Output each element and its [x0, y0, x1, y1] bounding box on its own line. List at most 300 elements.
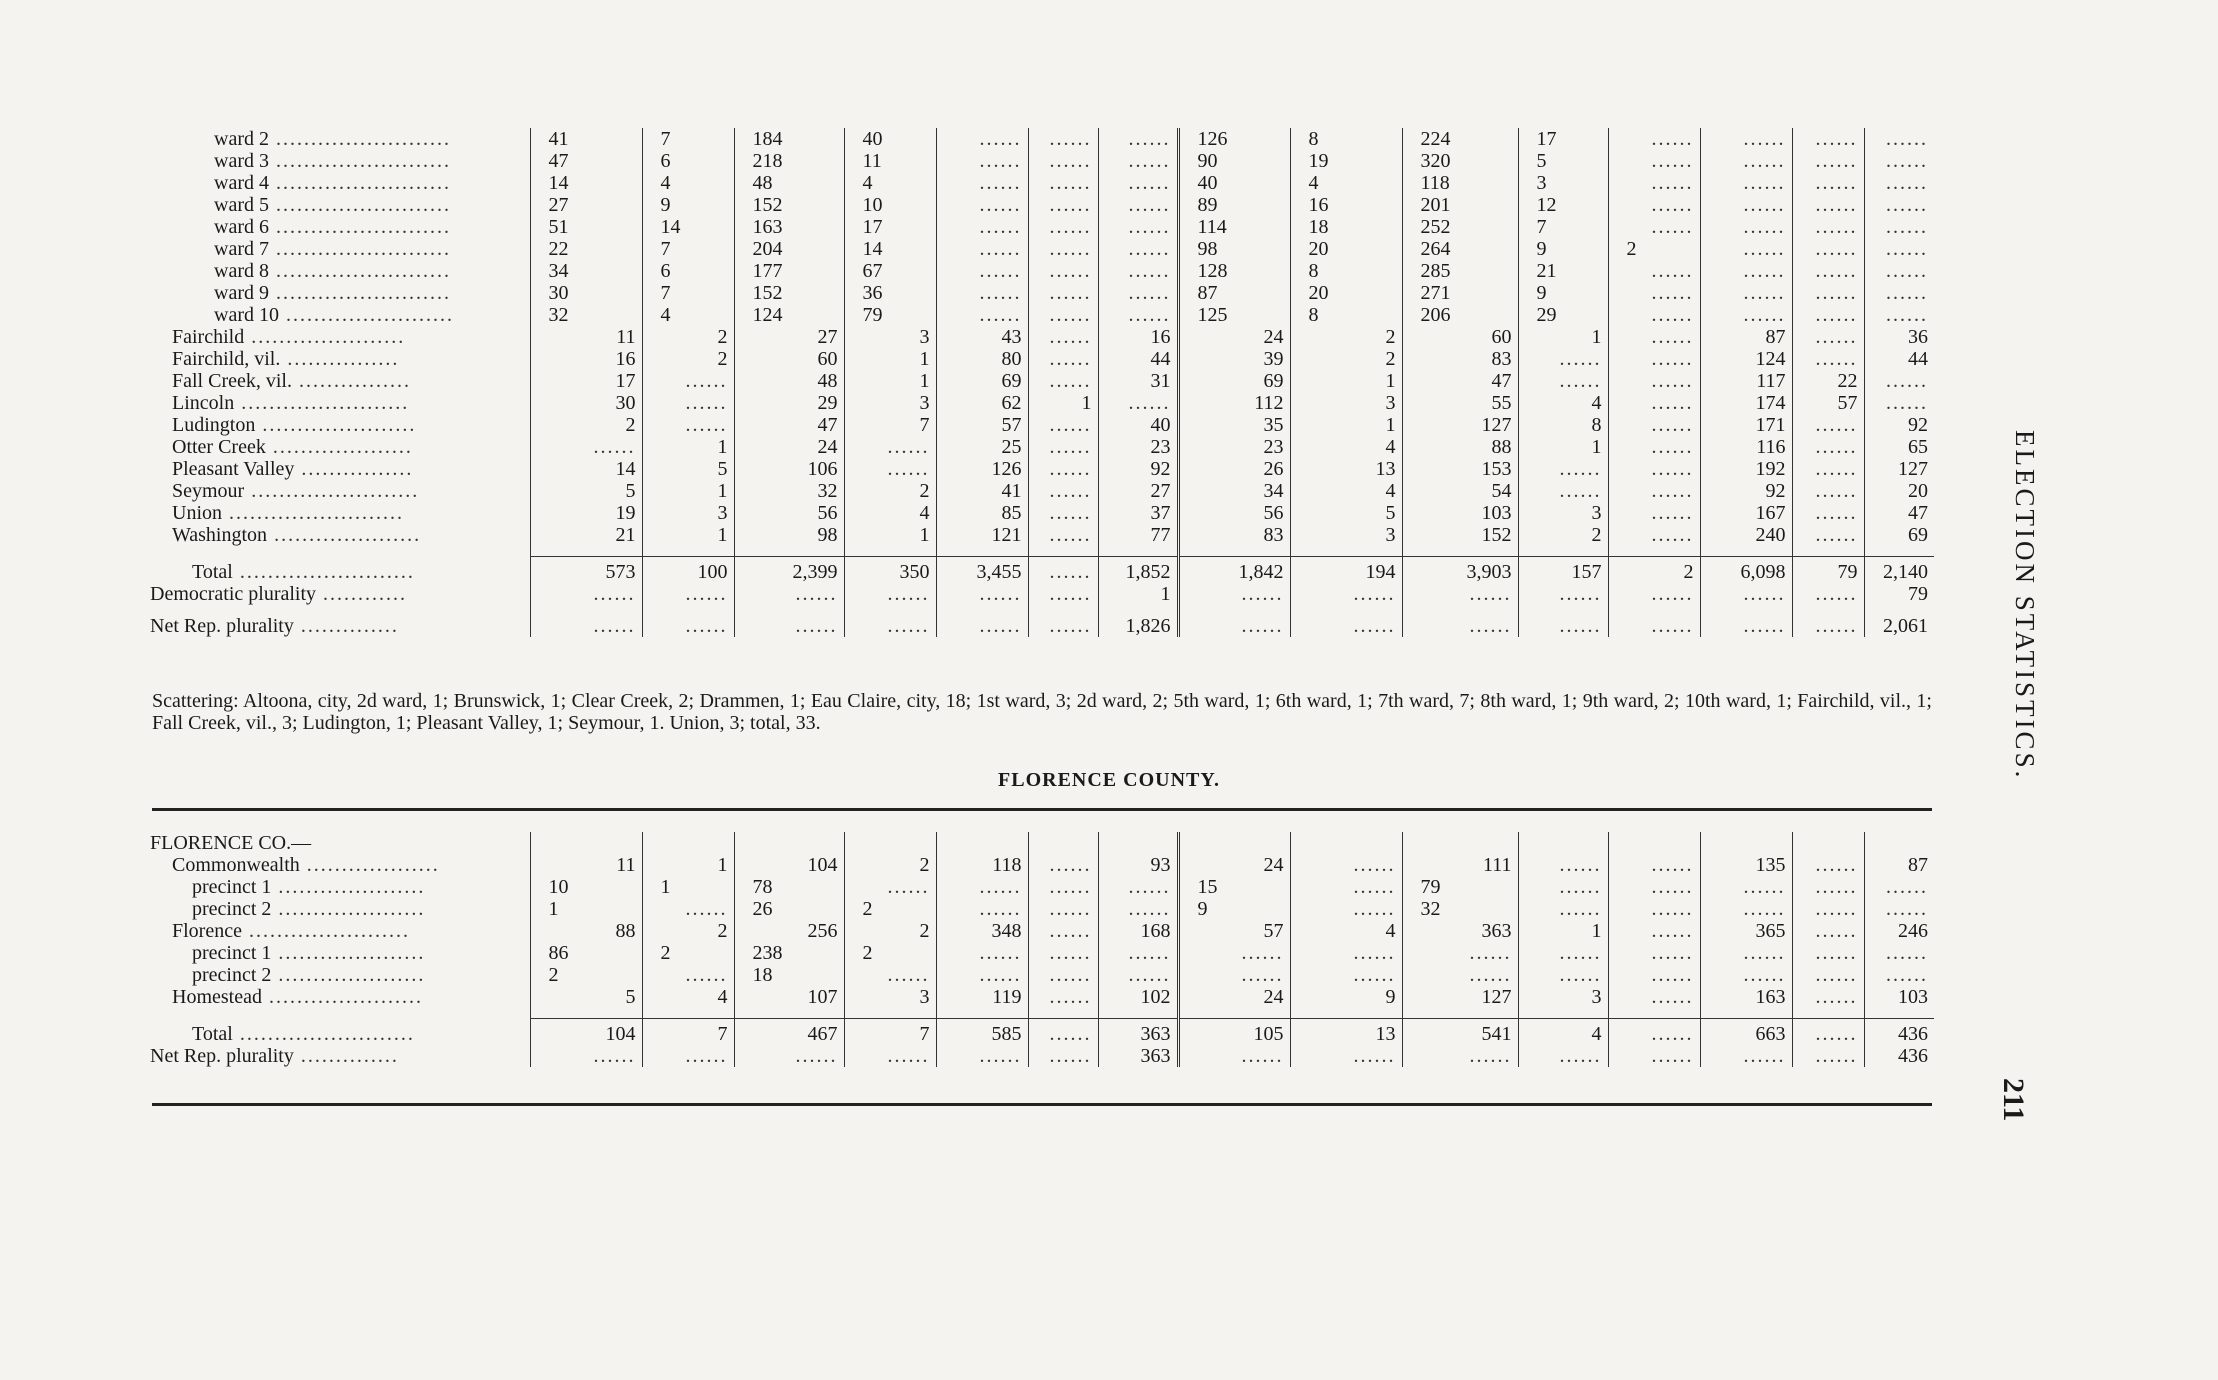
subtotal-value: 184 [752, 128, 783, 150]
vote-cell [1864, 260, 1934, 282]
total-value: 104 [605, 1023, 636, 1045]
vote-cell [1178, 326, 1290, 348]
vote-cell [936, 414, 1028, 436]
leader-dots: ...... [1815, 854, 1858, 876]
row-label-text: ward 2 [214, 128, 269, 150]
table-row [150, 920, 1934, 942]
row-label-text: precinct 1 [192, 876, 272, 898]
vote-cell [642, 964, 734, 986]
subtotal-value [531, 327, 593, 348]
leader-dots: ...... [1049, 238, 1092, 260]
subtotal-value: 41 [548, 128, 569, 150]
vote-cell [1178, 458, 1290, 480]
leader-dots: ...... [1049, 150, 1092, 172]
leader-dots: ......................... [232, 561, 415, 583]
vote-cell [1518, 326, 1608, 348]
row-label [150, 392, 530, 414]
subtotal-value [1291, 437, 1353, 458]
subtotal-value: 98 [1197, 238, 1218, 260]
vote-cell [844, 370, 936, 392]
subtotal-value: 22 [548, 238, 569, 260]
subtotal-value [937, 415, 989, 436]
total-value: 4 [1591, 1023, 1602, 1045]
subtotal-value: 78 [752, 876, 773, 898]
vote-cell [1518, 282, 1608, 304]
leader-dots: ...... [1886, 898, 1928, 920]
vote-cell [1792, 583, 1864, 605]
leader-dots: ...... [1815, 524, 1858, 546]
total-value: 117 [1756, 370, 1786, 392]
subtotal-value: 4 [660, 172, 671, 194]
subtotal-value: 9 [1197, 898, 1208, 920]
vote-cell [1402, 128, 1518, 150]
leader-dots: ...... [1559, 458, 1602, 480]
subtotal-value: 20 [1308, 282, 1329, 304]
vote-cell [1792, 392, 1864, 414]
leader-dots: ...... [1049, 172, 1092, 194]
vote-cell [734, 128, 844, 150]
subtotal-value [1519, 987, 1570, 1008]
vote-cell [1178, 414, 1290, 436]
subtotal-value: 34 [548, 260, 569, 282]
vote-cell [530, 216, 642, 238]
leader-dots: ...... [1241, 583, 1284, 605]
subtotal-value [1403, 855, 1467, 876]
table-row [150, 1045, 1934, 1067]
row-label-text: Total [192, 1023, 233, 1045]
vote-cell [1864, 898, 1934, 920]
total-value: 55 [1491, 392, 1512, 414]
vote-cell [530, 128, 642, 150]
subtotal-value [1180, 525, 1241, 546]
vote-cell [734, 282, 844, 304]
vote-cell [530, 458, 642, 480]
total-value [592, 283, 636, 304]
row-label-text: Net Rep. plurality [150, 1045, 294, 1067]
total-value: 32 [817, 480, 838, 502]
total-value [694, 151, 728, 172]
vote-cell [844, 964, 936, 986]
subtotal-value [1099, 584, 1144, 605]
subtotal-value [1291, 503, 1353, 524]
vote-cell [936, 326, 1028, 348]
subtotal-value: 89 [1197, 194, 1218, 216]
leader-dots: ...... [887, 876, 930, 898]
leader-dots: ...... [1815, 348, 1858, 370]
subtotal-value [531, 393, 593, 414]
row-label-text: Lincoln [172, 392, 235, 414]
subtotal-value [735, 481, 796, 502]
vote-cell [1290, 150, 1402, 172]
leader-dots: ...... [1651, 964, 1694, 986]
total-value: 1 [1081, 392, 1092, 414]
total-value [1466, 305, 1512, 326]
leader-dots: ...... [1049, 1045, 1092, 1067]
vote-cell [1098, 282, 1178, 304]
vote-cell [642, 150, 734, 172]
leader-dots: ...... [1128, 392, 1171, 414]
row-label-text: Ludington [172, 414, 256, 436]
total-value: 3 [1591, 502, 1602, 524]
vote-cell [530, 557, 642, 584]
total-value [1241, 305, 1284, 326]
vote-cell [1518, 964, 1608, 986]
subtotal-value [531, 349, 593, 370]
row-label [150, 370, 530, 392]
vote-cell [1792, 150, 1864, 172]
row-label-text: Fairchild, vil. [172, 348, 281, 370]
leader-dots: ...... [1815, 458, 1858, 480]
subtotal-value [1180, 562, 1239, 583]
leader-dots: ...... [1886, 172, 1928, 194]
total-value: 573 [605, 561, 636, 583]
vote-cell [642, 876, 734, 898]
leader-dots: ......................... [222, 502, 404, 524]
row-label-text: Florence [172, 920, 242, 942]
subtotal-value [1291, 987, 1353, 1008]
subtotal-value [1701, 393, 1753, 414]
vote-cell [1402, 304, 1518, 326]
subtotal-value [643, 987, 695, 1008]
leader-dots: ...... [1815, 216, 1858, 238]
total-value [795, 151, 838, 172]
subtotal-value [1793, 393, 1835, 414]
subtotal-value: 51 [548, 216, 569, 238]
total-value: 127 [1481, 414, 1512, 436]
subtotal-value [1865, 1046, 1899, 1067]
vote-cell [1098, 1019, 1178, 1046]
vote-cell [1402, 832, 1518, 854]
vote-cell [1178, 172, 1290, 194]
total-value: 24 [1263, 986, 1284, 1008]
subtotal-value [1291, 415, 1353, 436]
leader-dots: ...... [1559, 615, 1602, 637]
subtotal-value [1180, 371, 1241, 392]
subtotal-value [937, 503, 989, 524]
vote-cell [1098, 150, 1178, 172]
table-row [150, 854, 1934, 876]
table-row [150, 942, 1934, 964]
total-value [1466, 899, 1512, 920]
leader-dots: ...... [1651, 854, 1694, 876]
total-value: 4 [1591, 392, 1602, 414]
vote-cell [1864, 502, 1934, 524]
table-row [150, 615, 1934, 637]
vote-cell [642, 216, 734, 238]
leader-dots: ...... [1049, 216, 1092, 238]
subtotal-value [1180, 503, 1241, 524]
subtotal-value: 224 [1420, 128, 1451, 150]
total-value: 80 [1001, 348, 1022, 370]
vote-cell [1402, 436, 1518, 458]
total-value: 34 [1263, 480, 1284, 502]
row-label [150, 615, 530, 637]
vote-cell [1700, 304, 1792, 326]
leader-dots: ...... [685, 1045, 728, 1067]
vote-cell [1792, 370, 1864, 392]
leader-dots: ......................... [268, 238, 451, 260]
subtotal-value: 204 [752, 238, 783, 260]
leader-dots: ...... [1049, 480, 1092, 502]
total-value: 1,842 [1238, 561, 1284, 583]
total-value: 62 [1001, 392, 1022, 414]
subtotal-value [643, 327, 695, 348]
total-value: 2 [625, 414, 636, 436]
total-value: 348 [991, 920, 1022, 942]
leader-dots: ..................... [271, 964, 426, 986]
vote-cell [1028, 524, 1098, 546]
subtotal-value: 19 [1308, 150, 1329, 172]
vote-cell [1178, 282, 1290, 304]
vote-cell [844, 583, 936, 605]
subtotal-value [1099, 855, 1144, 876]
vote-cell [1608, 1019, 1700, 1046]
leader-dots: ...... [1651, 942, 1694, 964]
subtotal-value [1865, 437, 1906, 458]
leader-dots: ...... [1559, 942, 1602, 964]
total-value: 31 [1150, 370, 1171, 392]
vote-cell [1028, 920, 1098, 942]
subtotal-value: 285 [1420, 260, 1451, 282]
subtotal-value [531, 415, 593, 436]
leader-dots: ...... [1815, 282, 1858, 304]
vote-cell [1402, 370, 1518, 392]
vote-cell [1402, 260, 1518, 282]
vote-cell [1700, 615, 1792, 637]
leader-dots: ...... [1049, 414, 1092, 436]
vote-cell [530, 304, 642, 326]
subtotal-value [1180, 459, 1241, 480]
leader-dots: ...... [1815, 414, 1858, 436]
subtotal-value [1519, 921, 1570, 942]
leader-dots: ...... [1743, 238, 1786, 260]
leader-dots: ...... [1128, 172, 1171, 194]
vote-cell [1290, 282, 1402, 304]
vote-cell [1608, 370, 1700, 392]
vote-cell [642, 1019, 734, 1046]
leader-dots: ...... [979, 194, 1022, 216]
leader-dots: ...... [1815, 260, 1858, 282]
leader-dots: ...... [1651, 876, 1694, 898]
vote-cell [844, 150, 936, 172]
vote-cell [1864, 414, 1934, 436]
row-label [150, 854, 530, 876]
subtotal-value [1865, 562, 1884, 583]
total-value: 5 [625, 480, 636, 502]
subtotal-value [1519, 1024, 1570, 1045]
vote-cell [1700, 524, 1792, 546]
vote-cell [734, 260, 844, 282]
table-row [150, 524, 1934, 546]
row-label [150, 832, 530, 854]
vote-cell [1402, 898, 1518, 920]
leader-dots: ...... [887, 1045, 930, 1067]
subtotal-value: 48 [752, 172, 773, 194]
subtotal-value [1865, 415, 1906, 436]
vote-cell [1700, 260, 1792, 282]
row-label-text: Pleasant Valley [172, 458, 295, 480]
leader-dots: ...... [1815, 964, 1858, 986]
subtotal-value [1099, 1024, 1141, 1045]
subtotal-value: 10 [862, 194, 883, 216]
vote-cell [1098, 458, 1178, 480]
vote-cell [936, 458, 1028, 480]
leader-dots: ...... [1743, 216, 1786, 238]
total-value [795, 899, 838, 920]
total-value: 171 [1755, 414, 1786, 436]
total-value: 24 [817, 436, 838, 458]
row-label-text: ward 5 [214, 194, 269, 216]
leader-dots: ...... [1651, 583, 1694, 605]
vote-cell [1700, 216, 1792, 238]
vote-cell [642, 942, 734, 964]
total-value: 436 [1898, 1023, 1928, 1045]
row-label [150, 458, 530, 480]
subtotal-value [1701, 459, 1753, 480]
leader-dots: ...... [795, 615, 838, 637]
vote-cell [1518, 150, 1608, 172]
vote-cell [1098, 480, 1178, 502]
leader-dots: ...... [1743, 964, 1786, 986]
subtotal-value: 86 [548, 942, 569, 964]
vote-cell [936, 898, 1028, 920]
vote-cell [642, 436, 734, 458]
vote-cell [1098, 876, 1178, 898]
vote-cell [1792, 524, 1864, 546]
subtotal-value [1701, 415, 1753, 436]
subtotal-value [1099, 415, 1144, 436]
leader-dots: ...................... [261, 986, 423, 1008]
leader-dots: ...... [795, 1045, 838, 1067]
vote-cell [1864, 128, 1934, 150]
vote-cell [1700, 172, 1792, 194]
leader-dots: ...... [1049, 1023, 1092, 1045]
subtotal-value: 206 [1420, 304, 1451, 326]
vote-cell [1098, 326, 1178, 348]
subtotal-value: 10 [548, 876, 569, 898]
subtotal-value [643, 349, 695, 370]
vote-cell [642, 304, 734, 326]
total-value: 240 [1755, 524, 1786, 546]
total-value [1466, 239, 1512, 260]
leader-dots: ...... [1651, 1045, 1694, 1067]
vote-cell [1290, 557, 1402, 584]
table-bottom-rule [152, 1103, 1932, 1106]
leader-dots: ...... [1651, 502, 1694, 524]
total-value [1569, 239, 1602, 260]
vote-cell [936, 854, 1028, 876]
vote-cell [1098, 832, 1178, 854]
vote-cell [1028, 583, 1098, 605]
leader-dots: ...... [887, 964, 930, 986]
total-value [1241, 151, 1284, 172]
leader-dots: ......................... [268, 194, 451, 216]
subtotal-value [1291, 371, 1353, 392]
vote-cell [1700, 150, 1792, 172]
vote-cell [1518, 458, 1608, 480]
subtotal-value [1519, 562, 1570, 583]
leader-dots: ...... [1049, 583, 1092, 605]
vote-cell [1700, 920, 1792, 942]
leader-dots: ..................... [271, 876, 426, 898]
vote-cell [1290, 524, 1402, 546]
total-value: 2,061 [1883, 615, 1928, 637]
vote-cell [1864, 1019, 1934, 1046]
subtotal-value: 126 [1197, 128, 1228, 150]
total-value [1352, 151, 1396, 172]
vote-cell [1518, 876, 1608, 898]
vote-cell [1028, 282, 1098, 304]
total-value: 135 [1755, 854, 1786, 876]
vote-cell [1608, 260, 1700, 282]
leader-dots: ...... [1651, 128, 1694, 150]
subtotal-value [937, 525, 989, 546]
row-label-text: Union [172, 502, 222, 524]
leader-dots: ...... [795, 583, 838, 605]
vote-cell [1700, 1045, 1792, 1067]
total-value: 363 [1481, 920, 1512, 942]
vote-cell [1864, 524, 1934, 546]
vote-cell [1402, 458, 1518, 480]
vote-cell [1608, 282, 1700, 304]
total-value: 24 [1263, 854, 1284, 876]
leader-dots: ...... [1353, 898, 1396, 920]
vote-cell [844, 194, 936, 216]
subtotal-value: 26 [752, 898, 773, 920]
vote-cell [1290, 304, 1402, 326]
total-value: 541 [1481, 1023, 1512, 1045]
subtotal-value: 47 [548, 150, 569, 172]
vote-cell [936, 370, 1028, 392]
row-label [150, 260, 530, 282]
vote-cell [1402, 583, 1518, 605]
leader-dots: ...... [1049, 898, 1092, 920]
leader-dots: ...... [1651, 436, 1694, 458]
vote-cell [734, 615, 844, 637]
leader-dots: ...... [1353, 615, 1396, 637]
vote-cell [1290, 370, 1402, 392]
subtotal-value [1099, 562, 1126, 583]
vote-cell [1098, 986, 1178, 1008]
vote-cell [1792, 854, 1864, 876]
subtotal-value: 4 [660, 304, 671, 326]
leader-dots: ...... [1743, 615, 1786, 637]
total-value [592, 151, 636, 172]
vote-cell [844, 832, 936, 854]
subtotal-value [1403, 437, 1467, 458]
table-row [150, 583, 1934, 605]
vote-cell [1792, 986, 1864, 1008]
vote-cell [530, 282, 642, 304]
florence-returns-table [150, 832, 1934, 1067]
subtotal-value [531, 459, 593, 480]
subtotal-value: 7 [660, 282, 671, 304]
total-value [1241, 217, 1284, 238]
row-label [150, 557, 530, 584]
subtotal-value: 252 [1420, 216, 1451, 238]
vote-cell [1518, 854, 1608, 876]
subtotal-value: 6 [660, 150, 671, 172]
leader-dots: ...... [1128, 260, 1171, 282]
subtotal-value [1180, 481, 1241, 502]
vote-cell [1608, 832, 1700, 854]
vote-cell [734, 557, 844, 584]
subtotal-value [1403, 525, 1467, 546]
subtotal-value [1099, 459, 1144, 480]
subtotal-value [735, 987, 796, 1008]
vote-cell [1608, 348, 1700, 370]
subtotal-value [1403, 327, 1467, 348]
